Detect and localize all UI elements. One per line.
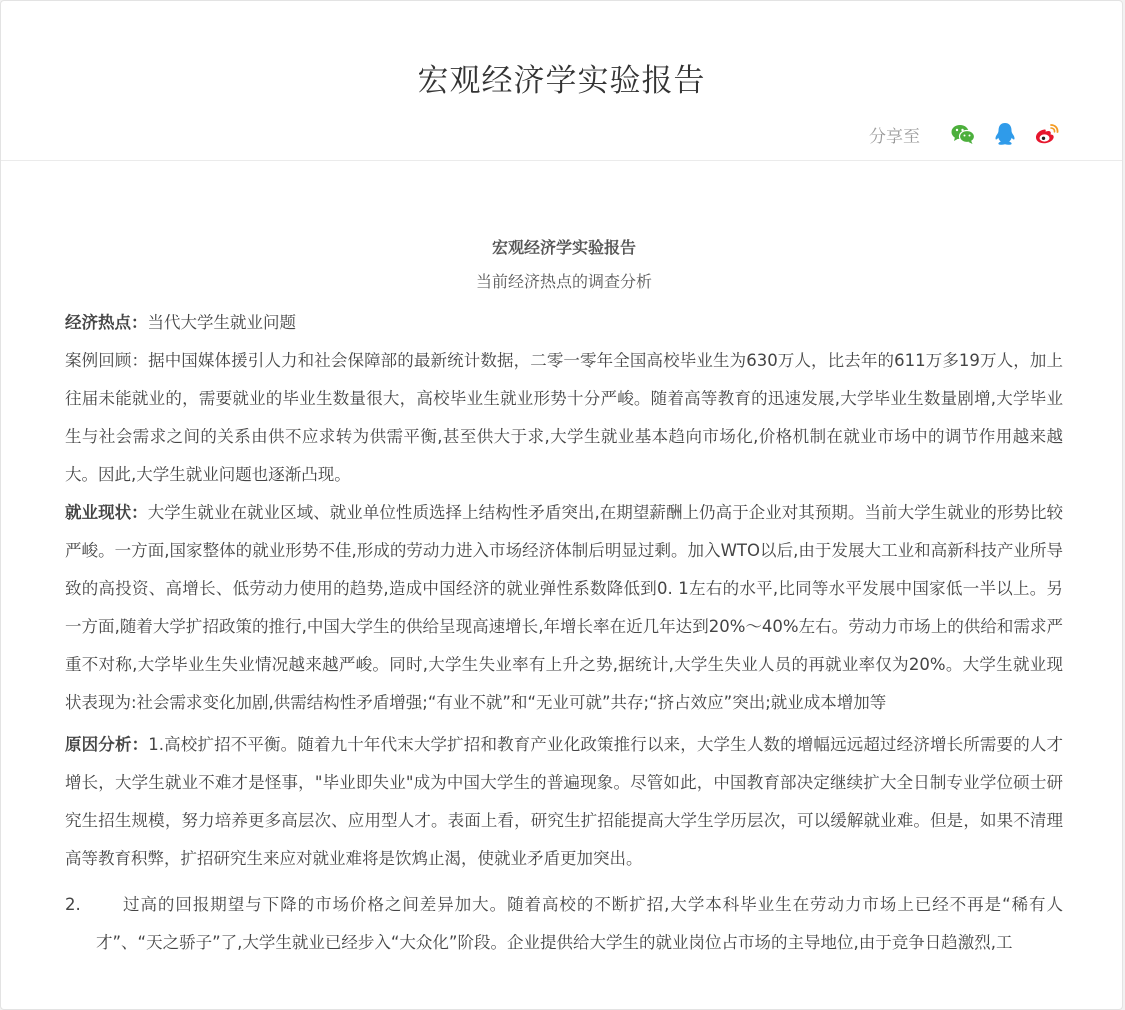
case-text: 据中国媒体援引人力和社会保障部的最新统计数据，二零一零年全国高校毕业生为630万人，比去年的611万多19万人，加上往届未能就业的，需要就业的毕业生数量很大，高校毕业生就业形势十分严峻。随着高等教育的迅速发展,大学毕业生数量剧增,大学毕业生与社会需求之间的关系由供不应求转为供需平衡,甚至供大于求,大学生就业基本趋向市场化,价格机制在就业市场中的调节作用越来越大。因此,大学生就业问题也逐渐凸现。 xyxy=(65,351,1064,484)
article-header xyxy=(1,1,1122,161)
share-label: 分享至 xyxy=(869,126,920,147)
article-body xyxy=(65,238,1063,962)
case-paragraph xyxy=(65,342,1063,494)
status-paragraph xyxy=(65,494,1063,722)
cause-label: 原因分析： xyxy=(65,735,149,754)
weibo-icon[interactable] xyxy=(1034,121,1060,147)
page-title: 宏观经济学实验报告 xyxy=(417,63,706,99)
share-bar xyxy=(869,121,1060,147)
status-text: 大学生就业在就业区域、就业单位性质选择上结构性矛盾突出,在期望薪酬上仍高于企业对其预期。当前大学生就业的形势比较严峻。一方面,国家整体的就业形势不佳,形成的劳动力进入市场经济体制后明显过剩。加入WTO以后,由于发展大工业和高新科技产业所导致的高投资、高增长、低劳动力使用的趋势,造成中国经济的就业弹性系数降低到0. 1左右的水平,比同等水平发展中国家低一半以上。另一方面,随着大学扩招政策的推行,中国大学生的供给呈现高速增长,年增长率在近几年达到20%～40%左右。劳动力市场上的供给和需求严重不对称,大学毕业生失业情况越来越严峻。同时,大学生失业率有上升之势,据统计,大学生失业人员的再就业率仅为20%。大学生就业现状表现为:社会需求变化加剧,供需结构性矛盾增强;“有业不就”和“无业可就”共存;“挤占效应”突出;就业成本增加等 xyxy=(65,503,1064,712)
hotspot-paragraph xyxy=(65,304,1063,342)
cause-paragraph xyxy=(65,726,1063,878)
document-title: 宏观经济学实验报告 xyxy=(491,238,636,257)
document-subtitle: 当前经济热点的调查分析 xyxy=(475,272,652,291)
list-number: 2. xyxy=(65,895,81,914)
case-label: 案例回顾： xyxy=(65,351,149,370)
qq-icon[interactable] xyxy=(992,121,1018,147)
wechat-icon[interactable] xyxy=(950,121,976,147)
hotspot-text: 当代大学生就业问题 xyxy=(147,313,296,332)
hotspot-label: 经济热点： xyxy=(65,313,148,332)
status-label: 就业现状： xyxy=(65,503,148,522)
list-text: 过高的回报期望与下降的市场价格之间差异加大。随着高校的不断扩招,大学本科毕业生在劳动力市场上已经不再是“稀有人才”、“天之骄子”了,大学生就业已经步入“大众化”阶段。企业提供给大学生的就业岗位占市场的主导地位,由于竞争日趋激烈,工 xyxy=(96,895,1063,952)
list-item xyxy=(65,886,1063,962)
cause-text: 1.高校扩招不平衡。随着九十年代末大学扩招和教育产业化政策推行以来，大学生人数的增幅远远超过经济增长所需要的人才增长，大学生就业不难才是怪事，"毕业即失业"成为中国大学生的普遍现象。尽管如此，中国教育部决定继续扩大全日制专业学位硕士研究生招生规模，努力培养更多高层次、应用型人才。表面上看，研究生扩招能提高大学生学历层次，可以缓解就业难。但是，如果不清理高等教育积弊，扩招研究生来应对就业难将是饮鸩止渴，使就业矛盾更加突出。 xyxy=(65,735,1064,868)
